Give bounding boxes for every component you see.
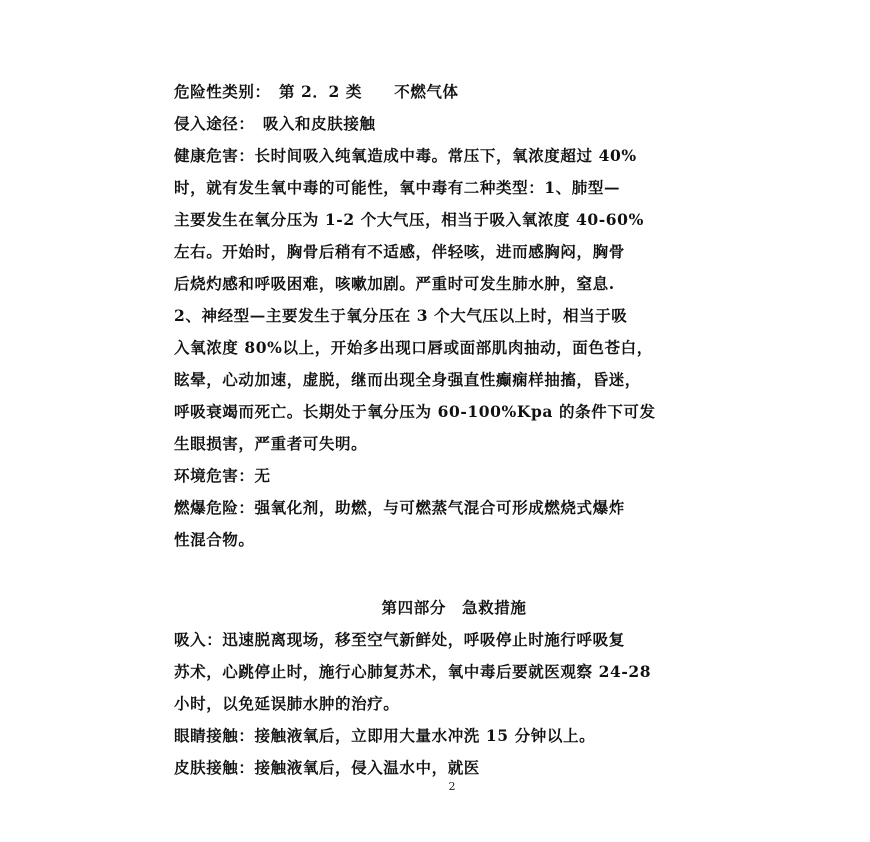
inhalation-line: 吸入：迅速脱离现场，移至空气新鲜处，呼吸停止时施行呼吸复: [174, 630, 625, 649]
inhalation-line: 苏术，心跳停止时，施行心肺复苏术，氧中毒后要就医观察 24-28: [174, 662, 652, 681]
environmental-hazard-line: 环境危害：无: [174, 466, 271, 485]
health-hazard-line: 健康危害：长时间吸入纯氧造成中毒。常压下，氧浓度超过 40%: [174, 146, 637, 165]
health-hazard-line: 后烧灼感和呼吸困难，咳嗽加剧。严重时可发生肺水肿，窒息.: [174, 274, 615, 293]
page-number: 2: [448, 780, 456, 793]
section-spacer: [174, 556, 754, 592]
health-hazard-line: 时，就有发生氧中毒的可能性，氧中毒有二种类型：1、肺型—: [174, 178, 621, 197]
skin-contact-line: 皮肤接触：接触液氧后，侵入温水中，就医: [174, 758, 480, 777]
health-hazard-line: 2、神经型—主要发生于氧分压在 3 个大气压以上时，相当于吸: [174, 306, 628, 325]
page-content: [174, 76, 754, 784]
health-hazard-line: 呼吸衰竭而死亡。长期处于氧分压为 60-100%Kpa 的条件下可发: [174, 402, 656, 421]
eye-contact-line: 眼睛接触：接触液氧后，立即用大量水冲洗 15 分钟以上。: [174, 726, 596, 745]
health-hazard-line: 眩晕，心动加速，虚脱，继而出现全身强直性癫痫样抽搐，昏迷，: [174, 370, 641, 389]
hazard-category-line: 危险性类别： 第 2．2 类 不燃气体: [174, 82, 459, 101]
first-aid-section: [174, 592, 754, 784]
section-title: 第四部分 急救措施: [381, 598, 527, 617]
fire-explosion-hazard-line: 性混合物。: [174, 530, 255, 549]
exposure-route-line: 侵入途径： 吸入和皮肤接触: [174, 114, 376, 133]
health-hazard-line: 左右。开始时，胸骨后稍有不适感，伴轻咳，进而感胸闷，胸骨: [174, 242, 625, 261]
health-hazard-line: 入氧浓度 80%以上，开始多出现口唇或面部肌肉抽动，面色苍白，: [174, 338, 653, 357]
health-hazard-line: 主要发生在氧分压为 1-2 个大气压，相当于吸入氧浓度 40-60%: [174, 210, 644, 229]
health-hazard-line: 生眼损害，严重者可失明。: [174, 434, 368, 453]
fire-explosion-hazard-line: 燃爆危险：强氧化剂，助燃，与可燃蒸气混合可形成燃烧式爆炸: [174, 498, 625, 517]
inhalation-line: 小时，以免延误肺水肿的治疗。: [174, 694, 400, 713]
hazard-section: [174, 76, 754, 556]
